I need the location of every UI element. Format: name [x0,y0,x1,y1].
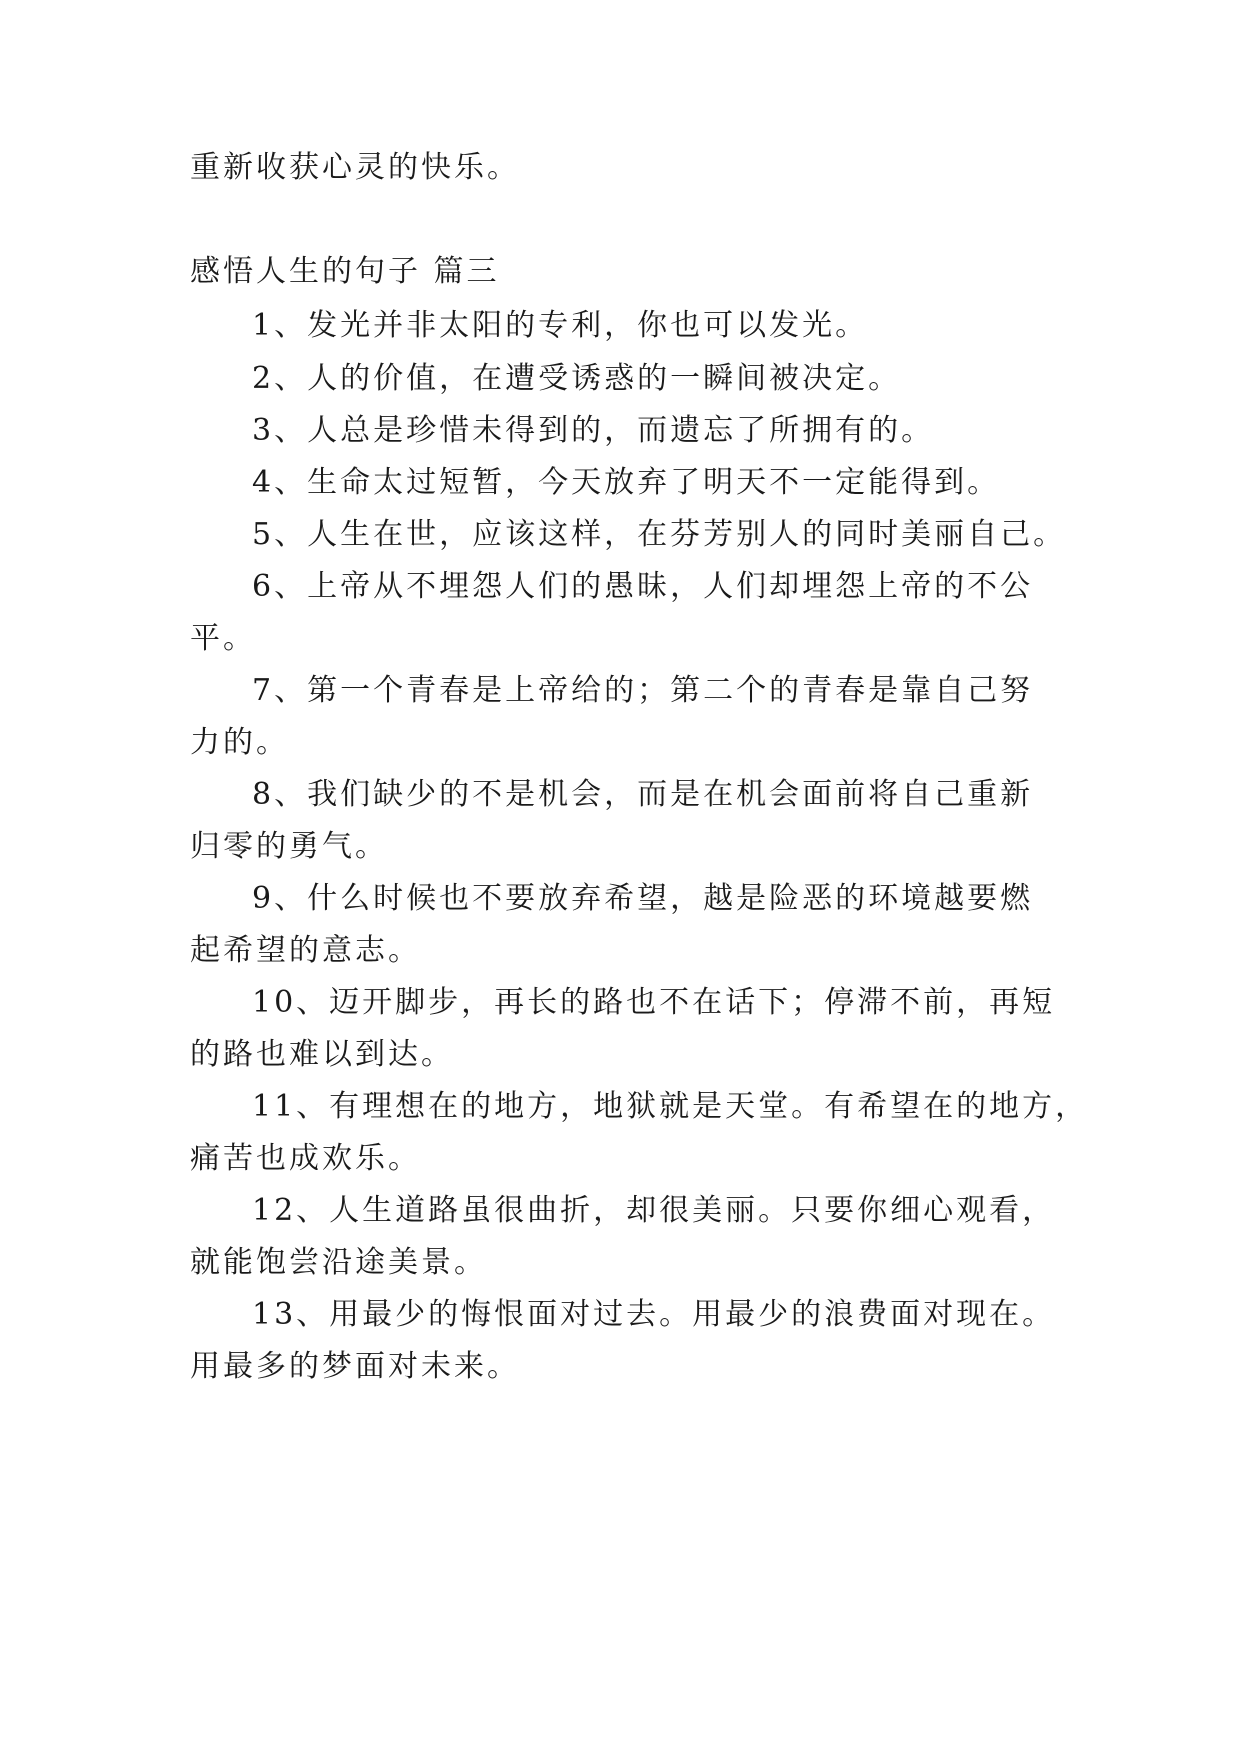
list-item-12-continued: 就能饱尝沿途美景。 [190,1245,487,1280]
list-item-6: 6、上帝从不埋怨人们的愚昧，人们却埋怨上帝的不公 [252,569,1034,604]
list-item-4: 4、生命太过短暂，今天放弃了明天不一定能得到。 [252,465,1001,500]
list-item-8: 8、我们缺少的不是机会，而是在机会面前将自己重新 [252,777,1034,812]
list-item-13-continued: 用最多的梦面对未来。 [190,1349,520,1384]
section-heading: 感悟人生的句子 篇三 [190,254,500,289]
list-item-9-continued: 起希望的意志。 [190,933,421,968]
list-item-5: 5、人生在世，应该这样，在芬芳别人的同时美丽自己。 [252,517,1067,552]
list-item-6-continued: 平。 [190,621,256,656]
list-item-13: 13、用最少的悔恨面对过去。用最少的浪费面对现在。 [252,1297,1056,1332]
paragraph-intro-tail: 重新收获心灵的快乐。 [190,150,520,185]
list-item-3: 3、人总是珍惜未得到的，而遗忘了所拥有的。 [252,413,935,448]
list-item-1: 1、发光并非太阳的专利，你也可以发光。 [252,308,869,343]
list-item-9: 9、什么时候也不要放弃希望，越是险恶的环境越要燃 [252,881,1034,916]
list-item-10-continued: 的路也难以到达。 [190,1037,454,1072]
list-item-11: 11、有理想在的地方，地狱就是天堂。有希望在的地方， [252,1089,1089,1124]
list-item-10: 10、迈开脚步，再长的路也不在话下；停滞不前，再短 [252,985,1056,1020]
list-item-12: 12、人生道路虽很曲折，却很美丽。只要你细心观看， [252,1193,1056,1228]
list-item-11-continued: 痛苦也成欢乐。 [190,1141,421,1176]
list-item-7: 7、第一个青春是上帝给的；第二个的青春是靠自己努 [252,673,1034,708]
list-item-2: 2、人的价值，在遭受诱惑的一瞬间被决定。 [252,361,902,396]
list-item-8-continued: 归零的勇气。 [190,829,388,864]
list-item-7-continued: 力的。 [190,725,289,760]
